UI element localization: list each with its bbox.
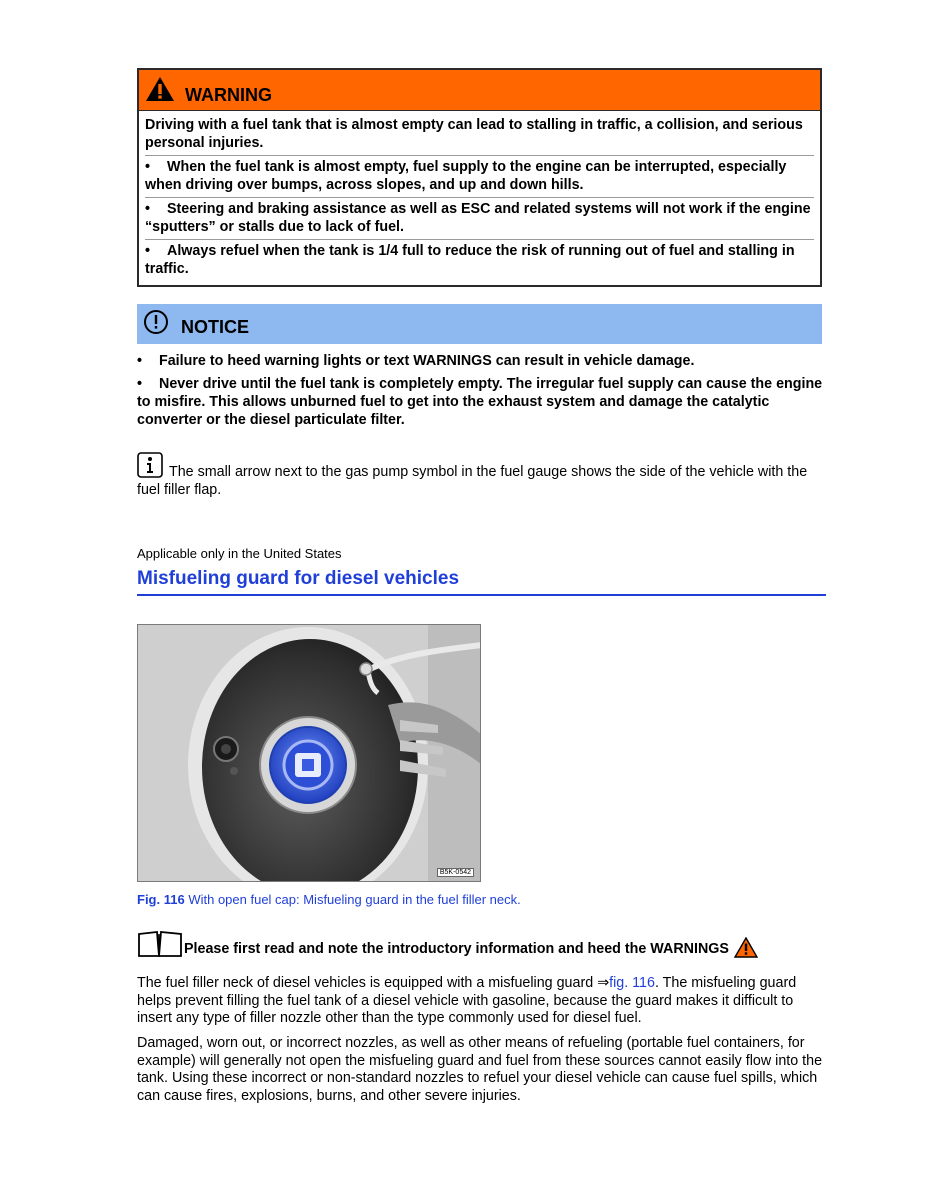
- read-first-note: [137, 930, 837, 958]
- figure-link[interactable]: fig. 116: [609, 975, 655, 991]
- warning-bullet: • Always refuel when the tank is 1/4 full to reduce the risk of running out of fuel and stalling in traffic.: [145, 239, 814, 281]
- warning-body: [139, 111, 820, 285]
- notice-bullet: • Failure to heed warning lights or text WARNINGS can result in vehicle damage.: [137, 353, 695, 369]
- warning-header: [139, 70, 820, 111]
- warning-bullet: • When the fuel tank is almost empty, fuel supply to the engine can be interrupted, especially when driving over bumps, across slopes, and up and down hills.: [145, 155, 814, 197]
- notice-bullet: • Never drive until the fuel tank is completely empty. The irregular fuel supply can cause the engine to misfire. This allows unburned fuel to get into the exhaust system and damage the catalytic converter or the diesel particulate filter.: [137, 376, 823, 428]
- open-book-icon: [137, 930, 183, 958]
- figure-caption-text: With open fuel cap: Misfueling guard in the fuel filler neck.: [188, 892, 521, 907]
- fuel-filler-illustration: [138, 625, 481, 882]
- figure-fuel-filler-neck: [137, 624, 481, 882]
- section-title: Misfueling guard for diesel vehicles: [137, 568, 826, 596]
- notice-title: NOTICE: [181, 317, 250, 337]
- body-paragraph: The fuel filler neck of diesel vehicles is equipped with a misfueling guard ⇒fig. 116. The misfueling guard helps prevent filling the fuel tank of a diesel vehicle with gasoline, because the guard makes it difficult to insert any type of filler nozzle other than the type commonly used for diesel fuel.: [137, 975, 797, 1026]
- body-paragraph: Damaged, worn out, or incorrect nozzles, as well as other means of refueling (portable fuel containers, for example) will generally not open the misfueling guard and fuel from these sources cannot easily flow into the tank. Using these incorrect or non-standard nozzles to refuel your diesel vehicle can cause fuel spills, which can cause fires, explosions, burns, and other severe injuries.: [137, 1035, 823, 1104]
- warning-title: WARNING: [185, 84, 272, 105]
- figure-code: B5K-0542: [437, 868, 474, 877]
- warning-triangle-icon: [734, 937, 758, 958]
- applicability-note: Applicable only in the United States: [137, 546, 342, 561]
- figure-caption: [137, 892, 521, 907]
- figure-number: Fig. 116: [137, 892, 185, 907]
- warning-bullet: • Steering and braking assistance as well as ESC and related systems will not work if the engine “sputters” or stalls due to lack of fuel.: [145, 197, 814, 239]
- read-first-text: Please first read and note the introductory information and heed the WARNINGS: [184, 941, 729, 957]
- warning-box: [137, 68, 822, 287]
- info-icon: [137, 452, 163, 478]
- info-note-text: The small arrow next to the gas pump symbol in the fuel gauge shows the side of the vehicle with the fuel filler flap.: [137, 464, 808, 498]
- exclamation-circle-icon: [143, 309, 169, 335]
- warning-triangle-icon: [145, 76, 175, 102]
- warning-intro: Driving with a fuel tank that is almost empty can lead to stalling in traffic, a collision, and serious personal injuries.: [145, 117, 803, 151]
- info-note: [137, 452, 827, 499]
- notice-header: [137, 304, 822, 344]
- notice-body: [137, 352, 827, 434]
